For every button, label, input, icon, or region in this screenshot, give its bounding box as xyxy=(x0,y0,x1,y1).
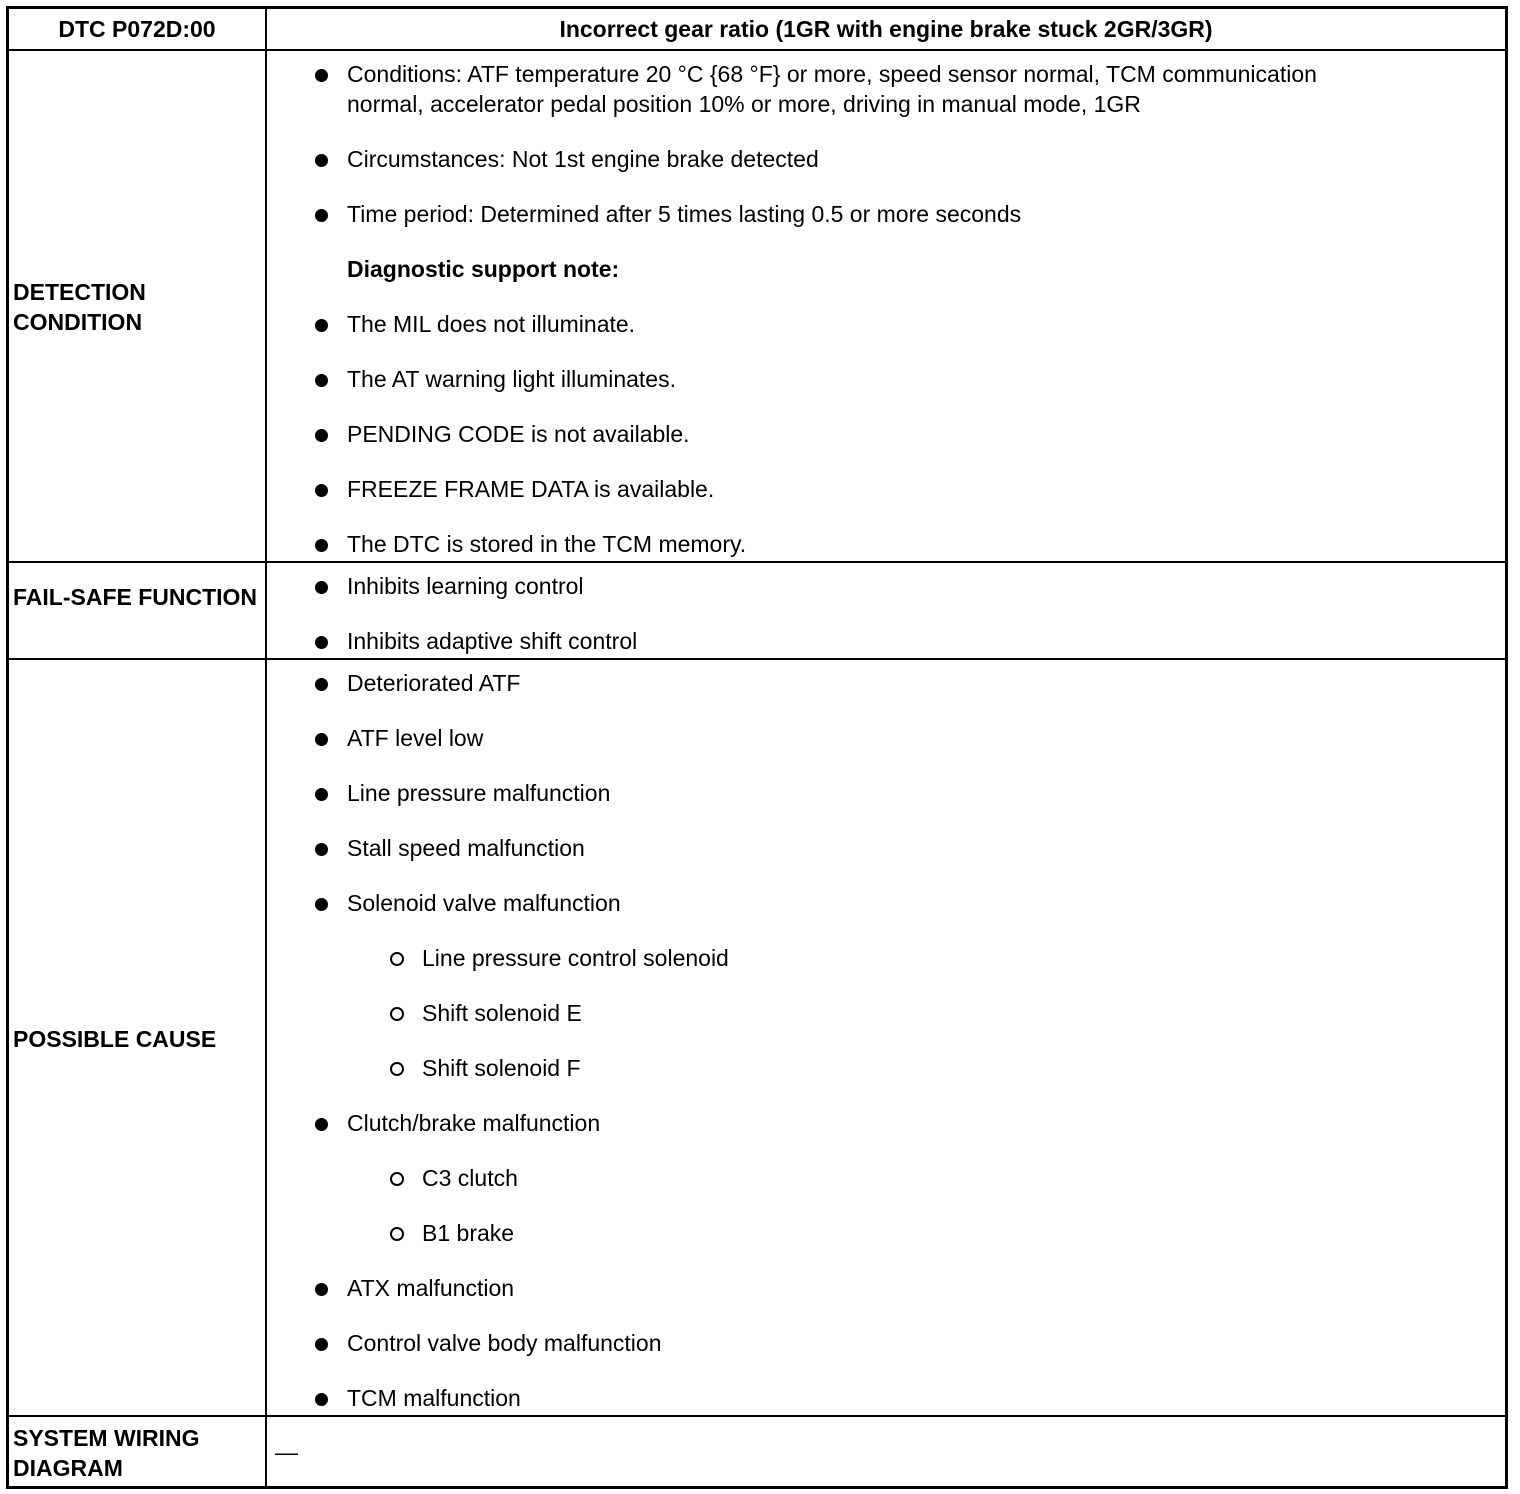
bullet-icon xyxy=(315,429,328,442)
detection-note: The AT warning light illuminates. xyxy=(347,366,676,392)
sub-bullet-icon xyxy=(390,1172,404,1186)
cause-item: ATF level low xyxy=(347,725,484,751)
detection-item: Time period: Determined after 5 times lasting 0.5 or more seconds xyxy=(347,201,1022,227)
sub-bullet-icon xyxy=(390,952,404,966)
bullet-icon xyxy=(315,581,328,594)
detection-item: Conditions: ATF temperature 20 °C {68 °F} or more, speed sensor normal, TCM communication xyxy=(347,61,1317,87)
cause-subitem: C3 clutch xyxy=(422,1165,518,1191)
bullet-icon xyxy=(315,1393,328,1406)
row-divider xyxy=(9,1415,1505,1417)
cause-item: Stall speed malfunction xyxy=(347,835,585,861)
bullet-icon xyxy=(315,636,328,649)
row-divider xyxy=(9,561,1505,563)
detection-item: normal, accelerator pedal position 10% or more, driving in manual mode, 1GR xyxy=(347,91,1141,117)
bullet-icon xyxy=(315,319,328,332)
bullet-icon xyxy=(315,788,328,801)
bullet-icon xyxy=(315,843,328,856)
bullet-icon xyxy=(315,69,328,82)
wiring-diagram-label: SYSTEM WIRING DIAGRAM xyxy=(13,1425,200,1481)
possible-cause-label: POSSIBLE CAUSE xyxy=(13,1026,217,1052)
cause-subitem: B1 brake xyxy=(422,1220,515,1246)
bullet-icon xyxy=(315,678,328,691)
bullet-icon xyxy=(315,1283,328,1296)
bullet-icon xyxy=(315,484,328,497)
row-divider xyxy=(9,658,1505,660)
column-divider xyxy=(265,9,267,1486)
cause-item: Clutch/brake malfunction xyxy=(347,1110,601,1136)
dtc-table xyxy=(6,6,1508,1489)
bullet-icon xyxy=(315,539,328,552)
detection-note: FREEZE FRAME DATA is available. xyxy=(347,476,715,502)
bullet-icon xyxy=(315,154,328,167)
dtc-description: Incorrect gear ratio (1GR with engine brake stuck 2GR/3GR) xyxy=(559,15,1213,42)
failsafe-label: FAIL-SAFE FUNCTION xyxy=(13,584,258,610)
cause-item: Deteriorated ATF xyxy=(347,670,521,696)
failsafe-item: Inhibits learning control xyxy=(347,573,584,599)
detection-note: The MIL does not illuminate. xyxy=(347,311,636,337)
detection-item: Circumstances: Not 1st engine brake detected xyxy=(347,146,819,172)
cause-subitem: Shift solenoid E xyxy=(422,1000,582,1026)
detection-note: PENDING CODE is not available. xyxy=(347,421,690,447)
bullet-icon xyxy=(315,374,328,387)
cause-item: Control valve body malfunction xyxy=(347,1330,662,1356)
bullet-icon xyxy=(315,733,328,746)
detection-condition-label: DETECTION CONDITION xyxy=(13,279,146,335)
cause-item: Line pressure malfunction xyxy=(347,780,611,806)
sub-bullet-icon xyxy=(390,1227,404,1241)
bullet-icon xyxy=(315,898,328,911)
wiring-diagram-value: — xyxy=(275,1439,298,1465)
cause-subitem: Line pressure control solenoid xyxy=(422,945,729,971)
detection-note: The DTC is stored in the TCM memory. xyxy=(347,531,747,557)
cause-item: TCM malfunction xyxy=(347,1385,521,1411)
bullet-icon xyxy=(315,1338,328,1351)
diagnostic-note-heading: Diagnostic support note: xyxy=(347,256,620,282)
bullet-icon xyxy=(315,1118,328,1131)
sub-bullet-icon xyxy=(390,1062,404,1076)
failsafe-item: Inhibits adaptive shift control xyxy=(347,628,638,654)
row-divider xyxy=(9,49,1505,51)
dtc-code: DTC P072D:00 xyxy=(58,15,216,42)
bullet-icon xyxy=(315,209,328,222)
cause-subitem: Shift solenoid F xyxy=(422,1055,581,1081)
cause-item: ATX malfunction xyxy=(347,1275,515,1301)
sub-bullet-icon xyxy=(390,1007,404,1021)
cause-item: Solenoid valve malfunction xyxy=(347,890,621,916)
